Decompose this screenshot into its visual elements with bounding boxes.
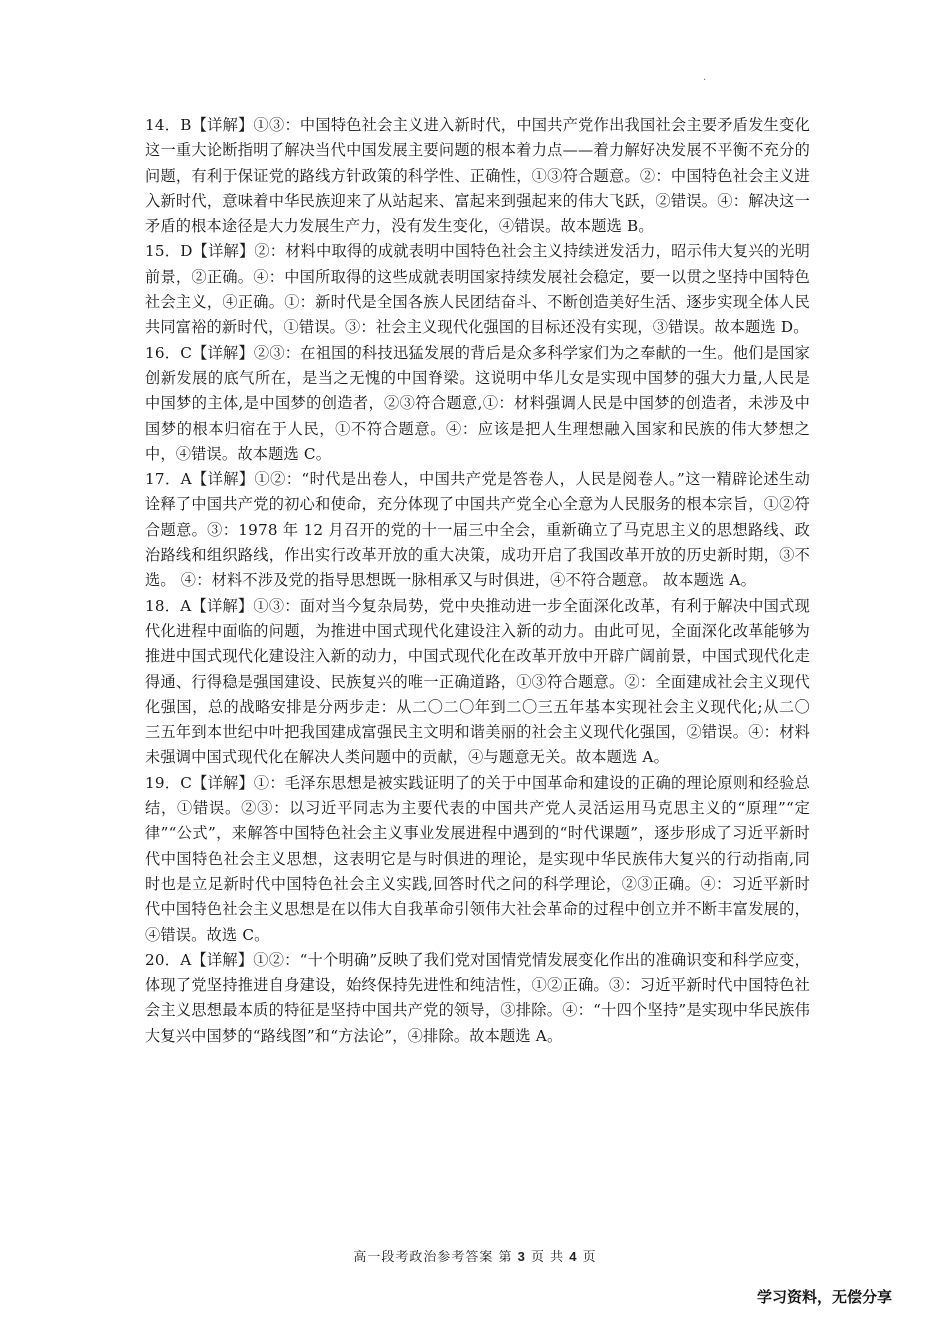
footer-page-number: 3 bbox=[517, 1249, 526, 1264]
answer-18: 18．A【详解】①③：面对当今复杂局势，党中央推动进一步全面深化改革，有利于解决中国式现代化进程中面临的问题，为推进中国式现代化建设注入新的动力。由此可见，全面深化改革能够为推进中国式现代化建设注入新的动力，中国式现代化在改革开放中开辟广阔前景，中国式现代化走得通、行得稳是强国建设、民族复兴的唯一正确道路，①③符合题意。②：全面建成社会主义现代化强国，总的战略安排是分两步走：从二〇二〇年到二〇三五年基本实现社会主义现代化;从二〇三五年到本世纪中叶把我国建成富强民主文明和谐美丽的社会主义现代化强国，②错误。④：材料未强调中国式现代化在解决人类问题中的贡献，④与题意无关。故本题选 A。 bbox=[145, 596, 810, 767]
answer-15: 15．D【详解】②：材料中取得的成就表明中国特色社会主义持续迸发活力，昭示伟大复兴的光明前景，②正确。④：中国所取得的这些成就表明国家持续发展社会稳定，要一以贯之坚持中国特色社会主义，④正确。①：新时代是全国各族人民团结奋斗、不断创造美好生活、逐步实现全体人民共同富裕的新时代，①错误。③：社会主义现代化强国的目标还没有实现，③错误。故本题选 D。 bbox=[145, 242, 810, 337]
answer-19: 19．C【详解】①：毛泽东思想是被实践证明了的关于中国革命和建设的正确的理论原则和经验总结，①错误。②③：以习近平同志为主要代表的中国共产党人灵活运用马克思主义的“原理”“定律”“公式”，来解答中国特色社会主义事业发展进程中遇到的“时代课题”，逐步形成了习近平新时代中国特色社会主义思想，这表明它是与时俱进的理论，是实现中华民族伟大复兴的行动指南,同时也是立足新时代中国特色社会主义实践,回答时代之问的科学理论，②③正确。④：习近平新时代中国特色社会主义思想是在以伟大自我革命引领伟大社会革命的过程中创立并不断丰富发展的，④错误。故选 C。 bbox=[145, 773, 810, 944]
share-watermark: 学习资料，无偿分享 bbox=[756, 1288, 892, 1306]
footer-total-pages: 4 bbox=[569, 1249, 578, 1264]
footer-middle: 页 共 bbox=[530, 1250, 565, 1265]
answer-16: 16．C【详解】②③：在祖国的科技迅猛发展的背后是众多科学家们为之奉献的一生。他们是国家创新发展的底气所在，是当之无愧的中国脊梁。这说明中华儿女是实现中国梦的强大力量,人民是中国梦的主体,是中国梦的创造者，②③符合题意,①：材料强调人民是中国梦的创造者，未涉及中国梦的根本归宿在于人民，①不符合题意。④：应该是把人生理想融入国家和民族的伟大梦想之中，④错误。故本题选 C。 bbox=[145, 343, 810, 463]
footer-suffix: 页 bbox=[582, 1250, 597, 1265]
answer-14: 14．B【详解】①③：中国特色社会主义进入新时代，中国共产党作出我国社会主要矛盾发生变化这一重大论断指明了解决当代中国发展主要问题的根本着力点——着力解好决发展不平衡不充分的问题，有利于保证党的路线方针政策的科学性、正确性，①③符合题意。②：中国特色社会主义进入新时代，意味着中华民族迎来了从站起来、富起来到强起来的伟大飞跃，②错误。④：解决这一矛盾的根本途径是大力发展生产力，没有发生变化，④错误。故本题选 B。 bbox=[145, 116, 810, 236]
answer-20: 20．A【详解】①②：“十个明确”反映了我们党对国情党情发展变化作出的准确识变和科学应变，体现了党坚持推进自身建设，始终保持先进性和纯洁性，①②正确。③：习近平新时代中国特色社会主义思想最本质的特征是坚持中国共产党的领导，③排除。④：“十四个坚持”是实现中华民族伟大复兴中国梦的“路线图”和“方法论”，④排除。故本题选 A。 bbox=[145, 950, 810, 1045]
answer-17: 17．A【详解】①②：“时代是出卷人，中国共产党是答卷人，人民是阅卷人。”这一精辟论述生动诠释了中国共产党的初心和使命，充分体现了中国共产党全心全意为人民服务的根本宗旨，①②符合题意。③：1978 年 12 月召开的党的十一届三中全会，重新确立了马克思主义的思想路线、政治路线和组织路线，作出实行改革开放的重大决策，成功开启了我国改革开放的历史新时期，③不选。 ④：材料不涉及党的指导思想既一脉相承又与时俱进，④不符合题意。 故本题选 A。 bbox=[145, 470, 810, 590]
footer-prefix: 高一段考政治参考答案 第 bbox=[353, 1250, 513, 1265]
page-footer bbox=[0, 1246, 950, 1265]
top-dot: . bbox=[703, 72, 707, 83]
answer-explanations bbox=[145, 113, 810, 1049]
